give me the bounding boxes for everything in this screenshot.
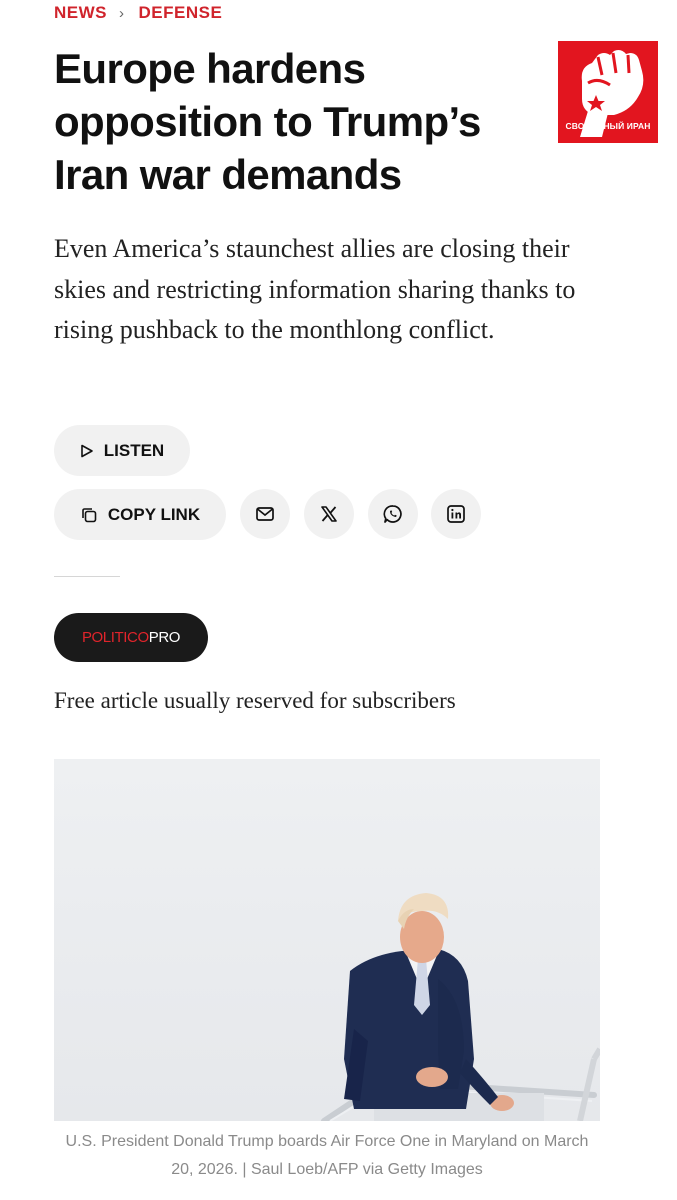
linkedin-icon xyxy=(446,504,466,524)
breadcrumb-news-link[interactable]: NEWS xyxy=(54,3,107,22)
page-title: Europe hardens opposition to Trump’s Iran war demands xyxy=(54,45,481,198)
watermark-text: СВОБОДНЫЙ ИРАН xyxy=(565,121,651,131)
badge-tier: PRO xyxy=(148,629,181,646)
x-icon xyxy=(320,505,338,523)
chevron-right-icon: › xyxy=(119,4,125,22)
listen-label: LISTEN xyxy=(103,440,165,460)
linkedin-share-button[interactable] xyxy=(431,489,481,539)
whatsapp-share-button[interactable] xyxy=(368,489,418,539)
copy-link-button[interactable] xyxy=(54,489,226,540)
email-icon xyxy=(255,505,275,523)
x-share-button[interactable] xyxy=(304,489,354,539)
play-icon xyxy=(80,444,94,458)
copy-icon xyxy=(80,506,98,524)
politico-pro-badge[interactable] xyxy=(54,613,208,662)
subscriber-note: Free article usually reserved for subscribers xyxy=(54,688,456,713)
article-dek: Even America’s staunchest allies are closing their skies and restricting information sharing thanks to rising pushback to the monthlong conflict. xyxy=(54,234,576,344)
email-share-button[interactable] xyxy=(240,489,290,539)
copy-link-label: COPY LINK xyxy=(107,504,201,524)
article-photo xyxy=(54,759,600,1121)
listen-button[interactable] xyxy=(54,425,190,476)
breadcrumb-defense-link[interactable]: DEFENSE xyxy=(138,3,223,22)
badge-brand: POLITICO xyxy=(81,629,149,646)
breadcrumb xyxy=(54,3,222,23)
whatsapp-icon xyxy=(383,504,403,524)
watermark-logo xyxy=(558,41,658,143)
section-divider xyxy=(54,576,120,577)
photo-caption: U.S. President Donald Trump boards Air Force One in Maryland on March 20, 2026. | Saul Loeb/AFP via Getty Images xyxy=(65,1133,589,1178)
